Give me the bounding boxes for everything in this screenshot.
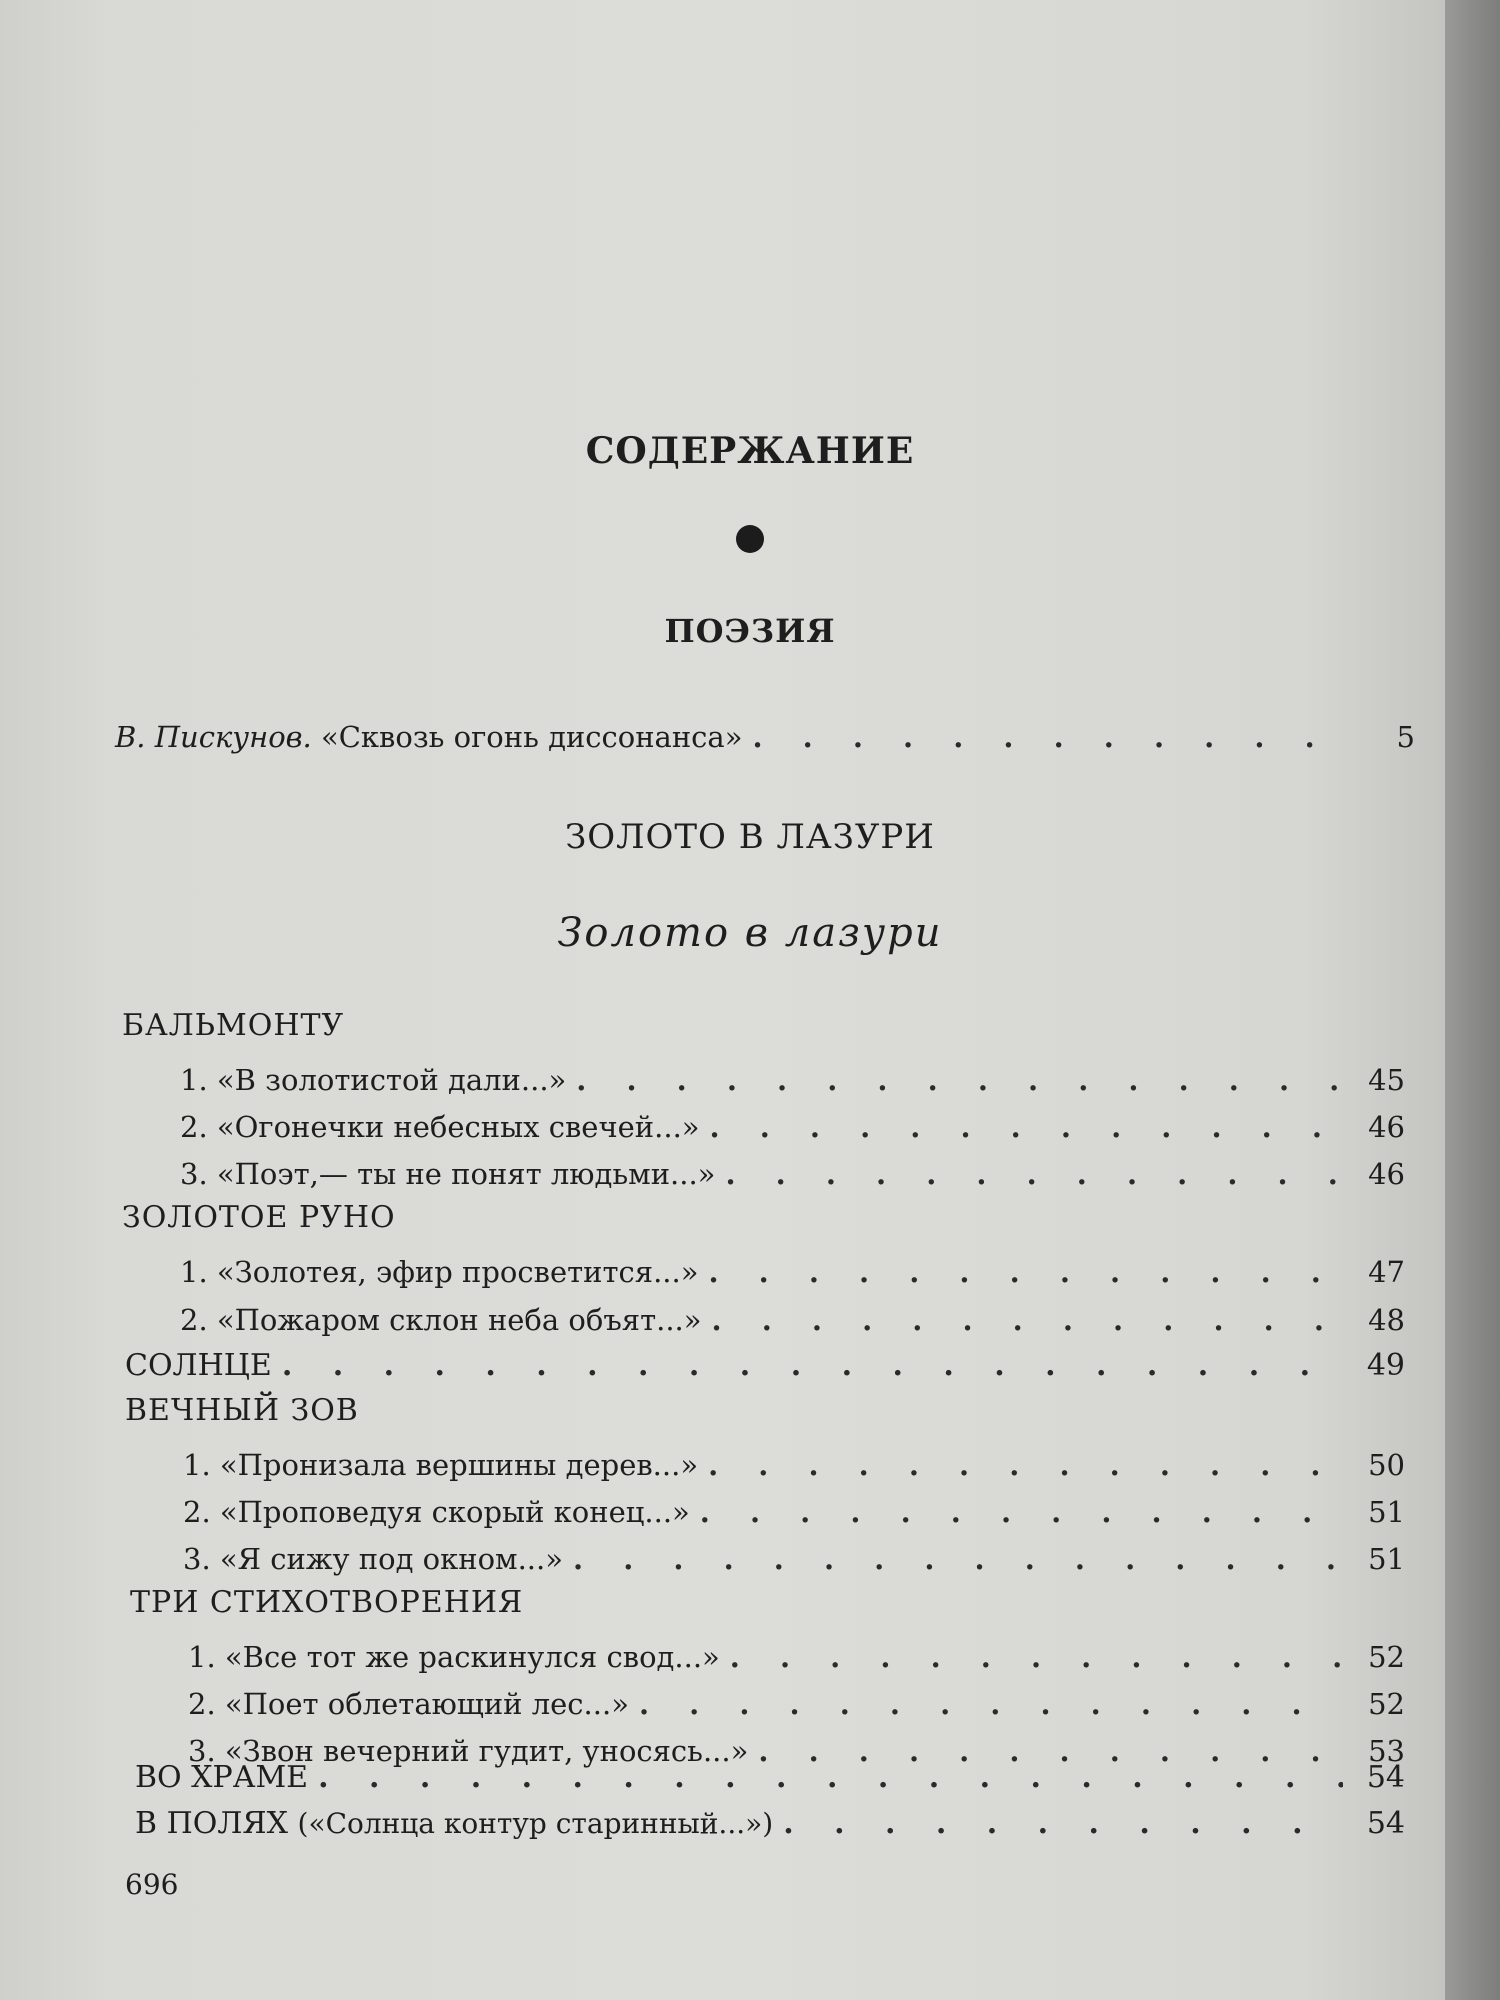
toc-heading-vechny-zov[interactable]: ВЕЧНЫЙ ЗОВ (125, 1393, 359, 1428)
dot-leader (712, 1303, 1343, 1337)
toc-entry-v-polyakh[interactable] (135, 1806, 1405, 1852)
page-ref: 45 (1368, 1063, 1405, 1097)
entry-number: 1. (188, 1640, 216, 1674)
toc-entry[interactable] (183, 1448, 1405, 1494)
page-ref: 54 (1366, 1760, 1405, 1795)
page-number: 696 (125, 1868, 179, 1901)
toc-entry-solntse[interactable] (125, 1348, 1405, 1394)
section-title: ПОЭЗИЯ (664, 612, 836, 650)
dot-leader (710, 1110, 1343, 1144)
bullet-ornament (736, 525, 764, 553)
page-ref: 48 (1368, 1303, 1405, 1337)
page-ref: 52 (1368, 1687, 1405, 1721)
entry-number: 2. (180, 1110, 208, 1144)
toc-entry[interactable] (180, 1063, 1405, 1109)
dot-leader (725, 1157, 1343, 1191)
entry-heading: В ПОЛЯХ (135, 1806, 288, 1841)
book-spine-shadow (1445, 0, 1500, 2000)
dot-leader (783, 1806, 1343, 1841)
page-ref: 5 (1396, 720, 1415, 754)
intro-title: «Сквозь огонь диссонанса» (320, 720, 743, 754)
dot-leader (708, 1448, 1343, 1482)
entry-title: «Пожаром склон неба объят...» (216, 1303, 702, 1337)
entry-number: 3. (183, 1542, 211, 1576)
dot-leader (752, 720, 1353, 754)
page-ref: 51 (1368, 1495, 1405, 1529)
toc-entry[interactable] (188, 1687, 1405, 1733)
entry-number: 2. (180, 1303, 208, 1337)
entry-title: «В золотистой дали...» (216, 1063, 567, 1097)
toc-entry[interactable] (183, 1542, 1405, 1588)
entry-number: 1. (183, 1448, 211, 1482)
dot-leader (573, 1542, 1343, 1576)
toc-title: СОДЕРЖАНИЕ (585, 430, 915, 472)
entry-title: «Звон вечерний гудит, уносясь...» (224, 1734, 749, 1768)
entry-title: «Я сижу под окном...» (219, 1542, 563, 1576)
dot-leader (708, 1255, 1343, 1289)
page-ref: 49 (1366, 1348, 1405, 1383)
dot-leader (639, 1687, 1343, 1721)
toc-entry-vo-khrame[interactable] (135, 1760, 1405, 1806)
dot-leader (700, 1495, 1343, 1529)
toc-entry-intro[interactable] (115, 720, 1415, 766)
page-ref: 47 (1368, 1255, 1405, 1289)
page-ref: 51 (1368, 1542, 1405, 1576)
toc-heading-tri-stikhotvoreniya[interactable]: ТРИ СТИХОТВОРЕНИЯ (130, 1585, 524, 1620)
entry-number: 1. (180, 1255, 208, 1289)
entry-title: «Пронизала вершины дерев...» (219, 1448, 699, 1482)
toc-entry[interactable] (180, 1255, 1405, 1301)
entry-title: «Огонечки небесных свечей...» (216, 1110, 700, 1144)
page-ref: 54 (1366, 1806, 1405, 1841)
dot-leader (282, 1348, 1343, 1383)
entry-title: «Проповедуя скорый конец...» (219, 1495, 690, 1529)
page-ref: 50 (1368, 1448, 1405, 1482)
dot-leader (576, 1063, 1343, 1097)
toc-entry[interactable] (180, 1157, 1405, 1203)
entry-number: 1. (180, 1063, 208, 1097)
entry-number: 3. (180, 1157, 208, 1191)
toc-heading-balmontu[interactable]: БАЛЬМОНТУ (122, 1008, 345, 1043)
page-ref: 53 (1368, 1734, 1405, 1768)
dot-leader (318, 1760, 1343, 1795)
toc-entry[interactable] (183, 1495, 1405, 1541)
entry-number: 2. (188, 1687, 216, 1721)
cycle-title: Золото в лазури (557, 910, 943, 956)
dot-leader (730, 1640, 1343, 1674)
page-ref: 46 (1368, 1157, 1405, 1191)
toc-entry[interactable] (188, 1640, 1405, 1686)
entry-title: («Солнца контур старинный...») (297, 1807, 774, 1840)
entry-title: «Золотея, эфир просветится...» (216, 1255, 699, 1289)
entry-title: «Поэт,— ты не понят людьми...» (216, 1157, 716, 1191)
entry-title: «Все тот же раскинулся свод...» (224, 1640, 720, 1674)
book-title: ЗОЛОТО В ЛАЗУРИ (565, 817, 935, 857)
intro-author: В. Пискунов. (115, 720, 312, 754)
page-ref: 52 (1368, 1640, 1405, 1674)
entry-title: СОЛНЦЕ (125, 1348, 272, 1383)
entry-number: 3. (188, 1734, 216, 1768)
entry-number: 2. (183, 1495, 211, 1529)
page-ref: 46 (1368, 1110, 1405, 1144)
toc-entry[interactable] (180, 1303, 1405, 1349)
entry-title: ВО ХРАМЕ (135, 1760, 309, 1795)
entry-title: «Поет облетающий лес...» (224, 1687, 629, 1721)
toc-heading-zolotoe-runo[interactable]: ЗОЛОТОЕ РУНО (122, 1200, 396, 1235)
toc-entry[interactable] (180, 1110, 1405, 1156)
